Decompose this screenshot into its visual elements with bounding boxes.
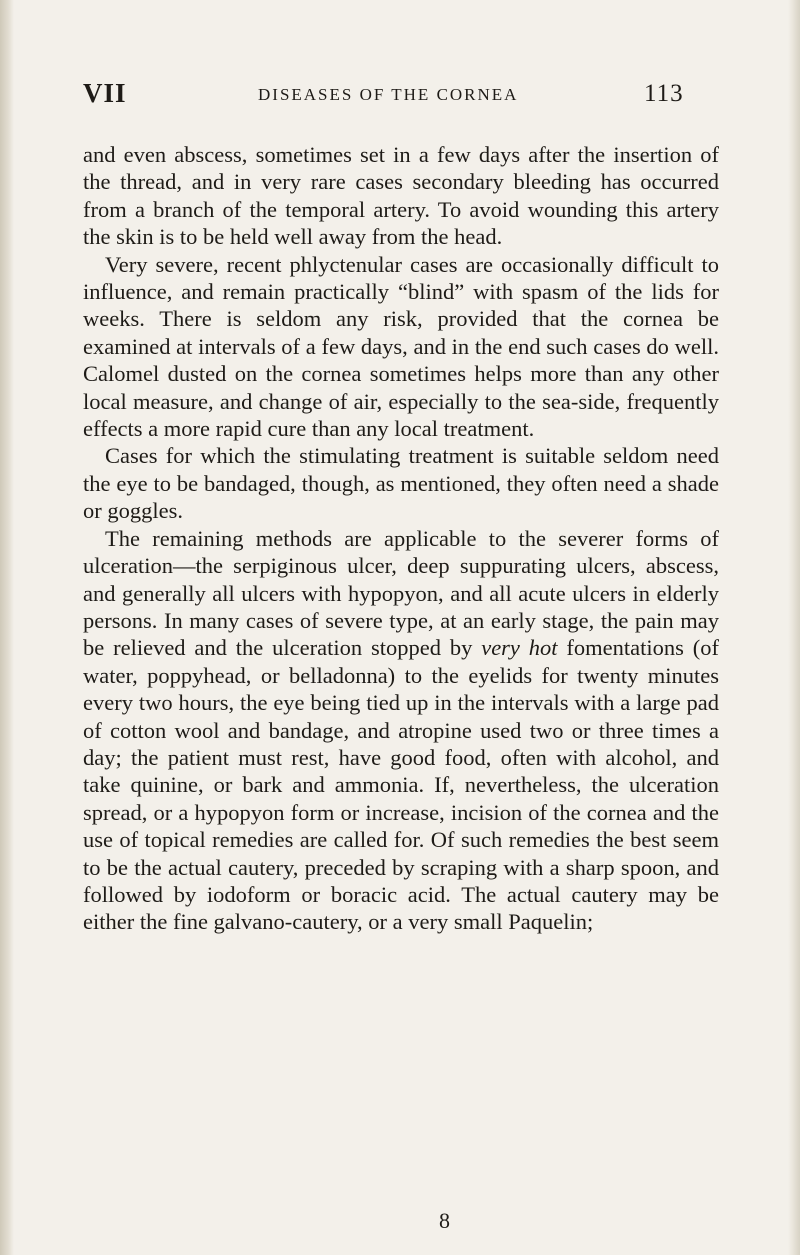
chapter-number: VII (83, 78, 127, 108)
paragraph-text-after-emphasis: fomentations (of water, poppyhead, or belladonna) to the eyelids for twenty minutes every two hours, the eye being tied up in the intervals with a large pad of cotton wool and bandage, and atropine used two or three times a day; the patient must rest, have good food, often with alcohol, and take quinine, or bark and ammonia. If, nevertheless, the ulceration spread, or a hypopyon form or increase, incision of the cornea and the use of topical remedies are called for. Of such remedies the best seem to be the actual cautery, preceded by scraping with a sharp spoon, and followed by iodoform or boracic acid. The actual cautery may be either the fine galvano-cautery, or a very small Paquelin; (83, 635, 719, 935)
paragraph-text-before-emphasis: The remaining methods are applicable to the severer forms of ulceration—the serpiginous ulcer, deep suppurating ulcers, abscess, and generally all ulcers with hypopyon, and all acute ulcers in elderly persons. In many cases of severe type, at an early stage, the pain may be relieved and the ulceration stopped by (83, 525, 719, 661)
running-header (0, 78, 800, 118)
signature-mark: 8 (439, 1208, 450, 1233)
paragraph-continued: and even abscess, sometimes set in a few days after the insertion of the thread, and in very rare cases secondary bleeding has occurred from a branch of the temporal artery. To avoid wounding this artery the skin is to be held well away from the head. (83, 142, 719, 250)
body-text (83, 141, 719, 936)
emphasis-very-hot: very hot (481, 635, 558, 661)
running-title: DISEASES OF THE CORNEA (258, 85, 519, 104)
page-gutter-right (788, 0, 800, 1255)
paragraph-stimulating-treatment: Cases for which the stimulating treatment is suitable seldom need the eye to be bandaged, though, as mentioned, they often need a shade or goggles. (83, 443, 719, 524)
page-number: 113 (644, 80, 684, 107)
page-gutter-left (0, 0, 14, 1255)
paragraph-phlyctenular: Very severe, recent phlyctenular cases are occasionally difficult to influence, and remain practically “blind” with spasm of the lids for weeks. There is seldom any risk, provided that the cornea be examined at intervals of a few days, and in the end such cases do well. Calomel dusted on the cornea sometimes helps more than any other local measure, and change of air, especially to the sea-side, frequently effects a more rapid cure than any local treatment. (83, 251, 719, 442)
paragraph-remaining-methods (83, 525, 719, 936)
